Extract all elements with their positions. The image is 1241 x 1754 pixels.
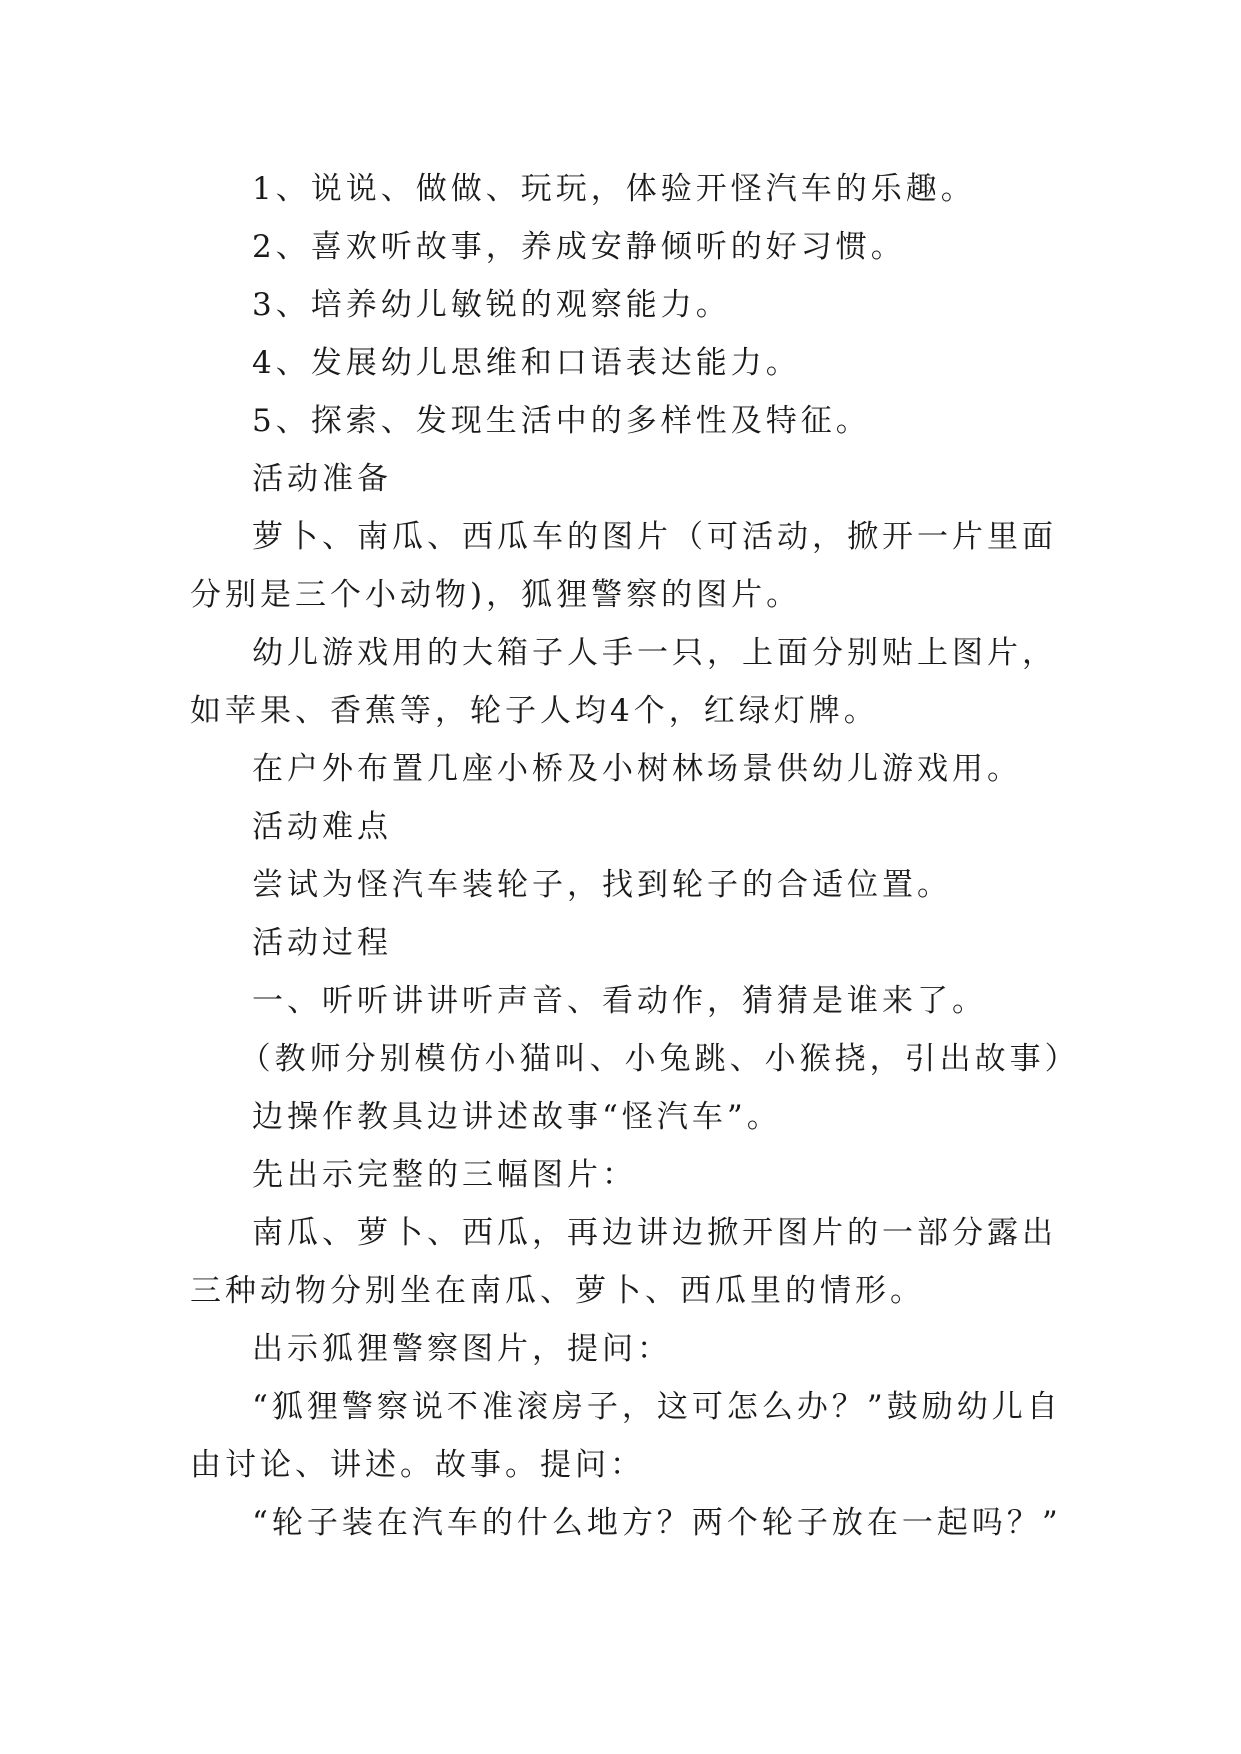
paragraph-step-1: 一、听听讲讲听声音、看动作，猜猜是谁来了。 <box>252 983 987 1019</box>
paragraph-goal-2: 2、喜欢听故事，养成安静倾听的好习惯。 <box>252 229 906 265</box>
paragraph-show-pictures: 先出示完整的三幅图片： <box>252 1157 637 1193</box>
paragraph-question-2: “轮子装在汽车的什么地方？两个轮子放在一起吗？” <box>252 1505 1062 1541</box>
paragraph-goal-1: 1、说说、做做、玩玩，体验开怪汽车的乐趣。 <box>252 171 976 207</box>
paragraph-question-1: “狐狸警察说不准滚房子，这可怎么办？”鼓励幼儿自由讨论、讲述。故事。提问： <box>190 1389 1062 1483</box>
paragraph-teacher-note: （教师分别模仿小猫叫、小兔跳、小猴挠，引出故事） <box>239 1041 1080 1077</box>
paragraph-goal-4: 4、发展幼儿思维和口语表达能力。 <box>252 345 801 381</box>
paragraph-fox-police: 出示狐狸警察图片，提问： <box>252 1331 672 1367</box>
document-body <box>190 160 1080 1552</box>
paragraph-goal-5: 5、探索、发现生活中的多样性及特征。 <box>252 403 871 439</box>
paragraph-story-intro: 边操作教具边讲述故事“怪汽车”。 <box>252 1099 782 1135</box>
heading-difficulty: 活动难点 <box>252 809 392 845</box>
paragraph-reveal-animals: 南瓜、萝卜、西瓜，再边讲边掀开图片的一部分露出三种动物分别坐在南瓜、萝卜、西瓜里的情形。 <box>190 1215 1057 1309</box>
paragraph-materials-scene: 在户外布置几座小桥及小树林场景供幼儿游戏用。 <box>252 751 1022 787</box>
paragraph-goal-3: 3、培养幼儿敏锐的观察能力。 <box>252 287 731 323</box>
paragraph-difficulty: 尝试为怪汽车装轮子，找到轮子的合适位置。 <box>252 867 952 903</box>
paragraph-materials-boxes: 幼儿游戏用的大箱子人手一只，上面分别贴上图片，如苹果、香蕉等，轮子人均4个，红绿灯牌。 <box>190 635 1057 729</box>
heading-process: 活动过程 <box>252 925 392 961</box>
paragraph-materials-pictures: 萝卜、南瓜、西瓜车的图片（可活动，掀开一片里面分别是三个小动物)，狐狸警察的图片。 <box>190 519 1057 613</box>
heading-preparation: 活动准备 <box>252 461 392 497</box>
